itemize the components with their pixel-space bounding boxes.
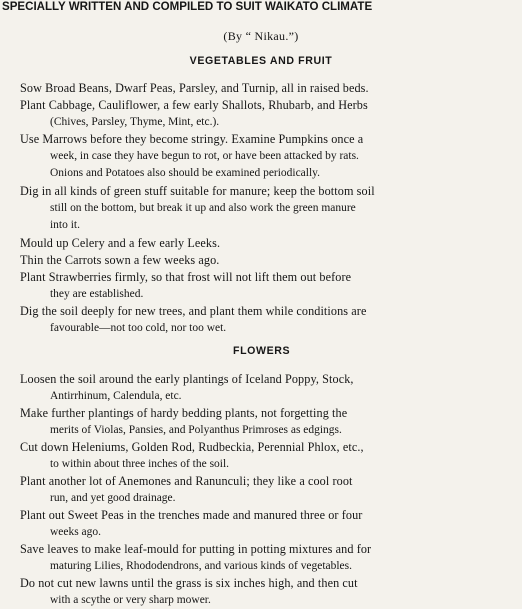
paragraph-flowers-5: [20, 507, 520, 541]
paragraph-line: Plant another lot of Anemones and Ranunculi; they like a cool root: [20, 474, 353, 488]
paragraph-line: Mould up Celery and a few early Leeks.: [20, 236, 221, 250]
paragraph-line: (Chives, Parsley, Thyme, Mint, etc.).: [50, 116, 220, 129]
paragraph-vegetables-5: [20, 235, 520, 252]
paragraph-line: Make further plantings of hardy bedding plants, not forgetting the: [20, 406, 348, 420]
paragraph-vegetables-3: [20, 131, 520, 183]
paragraph-line: Save leaves to make leaf-mould for putting in potting mixtures and for: [20, 542, 372, 556]
paragraph-line: Thin the Carrots sown a few weeks ago.: [20, 253, 220, 267]
paragraph-line: Antirrhinum, Calendula, etc.: [50, 390, 182, 403]
paragraph-line: run, and yet good drainage.: [50, 492, 176, 505]
paragraph-vegetables-6: [20, 252, 520, 269]
paragraph-flowers-6: [20, 541, 520, 575]
paragraph-vegetables-7: [20, 269, 520, 303]
paragraph-vegetables-8: [20, 303, 520, 337]
paragraph-line: still on the bottom, but break it up and also work the green manure: [50, 202, 356, 215]
paragraph-line: merits of Violas, Pansies, and Polyanthus Primroses as edgings.: [50, 424, 342, 437]
paragraph-line: Onions and Potatoes also should be examined periodically.: [50, 167, 320, 180]
paragraph-line: with a scythe or very sharp mower.: [50, 594, 211, 607]
paragraph-line: favourable—not too cold, nor too wet.: [50, 322, 227, 335]
paragraph-vegetables-4: [20, 183, 520, 235]
byline: (By “ Nikau.”): [223, 29, 299, 43]
paragraph-line: Plant Strawberries firmly, so that frost will not lift them out before: [20, 270, 352, 284]
paragraph-line: they are established.: [50, 288, 144, 301]
section-heading-vegetables: VEGETABLES AND FRUIT: [189, 55, 333, 67]
paragraph-line: maturing Lilies, Rhododendrons, and various kinds of vegetables.: [50, 560, 352, 573]
paragraph-line: Do not cut new lawns until the grass is six inches high, and then cut: [20, 576, 358, 590]
paragraph-line: Use Marrows before they become stringy. Examine Pumpkins once a: [20, 132, 364, 146]
paragraph-line: to within about three inches of the soil.: [50, 458, 230, 471]
paragraph-line: Plant Cabbage, Cauliflower, a few early Shallots, Rhubarb, and Herbs: [20, 98, 368, 112]
paragraph-line: Dig in all kinds of green stuff suitable for manure; keep the bottom soil: [20, 184, 375, 198]
paragraph-line: Sow Broad Beans, Dwarf Peas, Parsley, and Turnip, all in raised beds.: [20, 81, 369, 95]
paragraph-line: Dig the soil deeply for new trees, and plant them while conditions are: [20, 304, 367, 318]
paragraph-flowers-1: [20, 371, 520, 405]
paragraph-flowers-7: [20, 575, 520, 609]
paragraph-line: Loosen the soil around the early plantings of Iceland Poppy, Stock,: [20, 372, 354, 386]
paragraph-flowers-3: [20, 439, 520, 473]
paragraph-line: Cut down Heleniums, Golden Rod, Rudbeckia, Perennial Phlox, etc.,: [20, 440, 364, 454]
paragraph-line: weeks ago.: [50, 526, 101, 539]
paragraph-line: Plant out Sweet Peas in the trenches made and manured three or four: [20, 508, 363, 522]
paragraph-vegetables-2: [20, 97, 520, 131]
paragraph-line: week, in case they have begun to rot, or have been attacked by rats.: [50, 150, 359, 163]
paragraph-vegetables-1: [20, 80, 520, 97]
paragraph-line: into it.: [50, 219, 80, 232]
paragraph-flowers-2: [20, 405, 520, 439]
section-heading-flowers: FLOWERS: [233, 345, 291, 357]
paragraph-flowers-4: [20, 473, 520, 507]
page-header: SPECIALLY WRITTEN AND COMPILED TO SUIT WAIKATO CLIMATE: [2, 1, 373, 13]
